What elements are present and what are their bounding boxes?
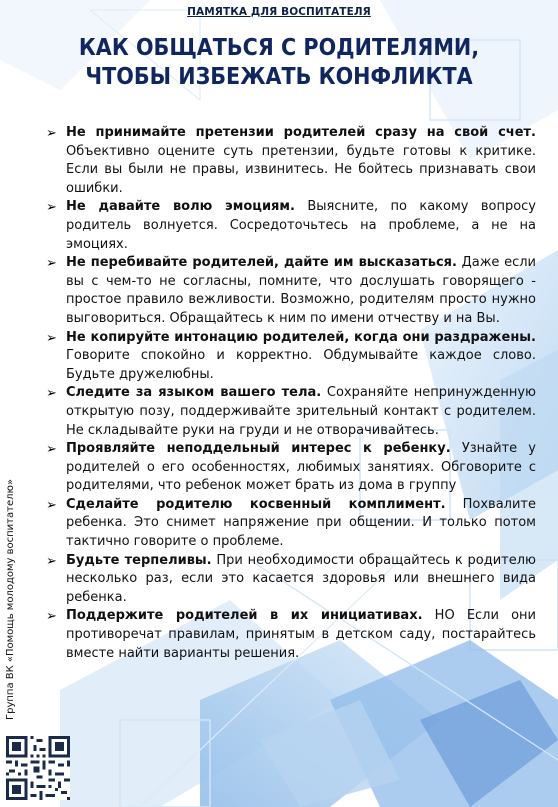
tip-lead: Следите за языком вашего тела. [66, 385, 322, 401]
tip-lead: Сделайте родителю косвенный комплимент. [66, 496, 446, 512]
arrow-bullet-icon: ➢ [46, 256, 57, 272]
tip-body: Сохраняйте непринужденную открытую позу, поддерживайте зрительный контакт с родителем. Не складывайте руки на груди и не отворачивайтесь. [66, 385, 536, 438]
tip-item [46, 124, 536, 198]
arrow-bullet-icon: ➢ [46, 386, 57, 402]
arrow-bullet-icon: ➢ [46, 609, 57, 625]
tip-body: Похвалите ребенка. Это снимет напряжение при общении. И только потом тактично говорите о проблеме. [66, 496, 536, 550]
tip-lead: Не принимайте претензии родителей сразу на свой счет. [66, 125, 536, 140]
tip-lead: Не перебивайте родителей, дайте им высказаться. [66, 255, 457, 271]
tip-item [46, 607, 536, 663]
tip-item [46, 440, 536, 496]
tip-item [46, 329, 536, 385]
page-kicker: ПАМЯТКА ДЛЯ ВОСПИТАТЕЛЯ [187, 6, 371, 18]
tip-lead: Не давайте волю эмоциям. [66, 199, 295, 215]
tip-lead: Проявляйте неподдельный интерес к ребенку. [66, 441, 451, 457]
tip-body: Даже если вы с чем-то не согласны, помните, что дослушать говорящего - простое правило вежливости. Возможно, родителям просто нужно выговориться. Обращайтесь к ним по имени отчеству и на Вы. [66, 255, 536, 326]
arrow-bullet-icon: ➢ [46, 497, 57, 513]
tips-list [46, 124, 536, 663]
qr-code-icon[interactable] [6, 736, 70, 800]
arrow-bullet-icon: ➢ [46, 330, 57, 346]
page-title [28, 34, 530, 92]
tip-body: При необходимости обращайтесь к родителю несколько раз, если это касается здоровья или внешнего вида ребенка. [66, 552, 536, 605]
title-line-2: ЧТОБЫ ИЗБЕЖАТЬ КОНФЛИКТА [85, 64, 473, 90]
tip-body: Выясните, по какому вопросу родитель волнуется. Сосредоточьтесь на проблеме, а не на эмоциях. [66, 199, 536, 252]
tip-body: НО Если они противоречат правилам, принятым в детском саду, постарайтесь вместе найти варианты решения. [66, 608, 536, 661]
tip-item [46, 384, 536, 440]
arrow-bullet-icon: ➢ [46, 553, 57, 569]
tip-body: Узнайте у родителей о его особенностях, любимых занятиях. Обговорите с родителями, что ребенок может брать из дома в группу [66, 441, 536, 494]
tip-item [46, 496, 536, 552]
title-line-1: КАК ОБЩАТЬСЯ С РОДИТЕЛЯМИ, [78, 35, 480, 61]
tip-body: Говорите спокойно и корректно. Обдумывайте каждое слово. Будьте дружелюбны. [66, 348, 536, 382]
tip-lead: Будьте терпеливы. [66, 552, 212, 568]
tip-item [46, 552, 536, 608]
tip-lead: Поддержите родителей в их инициативах. [66, 608, 423, 624]
arrow-bullet-icon: ➢ [46, 126, 57, 141]
tip-body: Объективно оцените суть претензии, будьте готовы к критике. Если вы были не правы, извинитесь. Не бойтесь признавать свои ошибки. [66, 143, 536, 196]
tip-item [46, 198, 536, 254]
arrow-bullet-icon: ➢ [46, 442, 57, 458]
tip-item [46, 254, 536, 328]
tip-lead: Не копируйте интонацию родителей, когда они раздражены. [66, 329, 536, 345]
vk-group-caption: Группа ВК «Помощь молодому воспитателю» [5, 478, 16, 720]
arrow-bullet-icon: ➢ [46, 200, 57, 216]
